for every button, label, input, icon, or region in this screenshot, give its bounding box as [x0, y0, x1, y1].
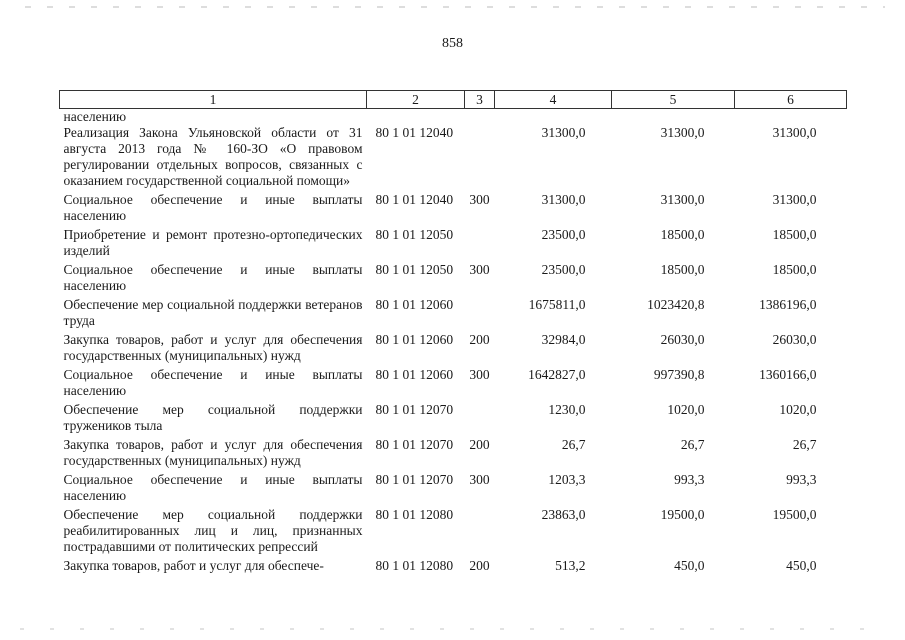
row-value-col4: 513,2 [555, 558, 586, 573]
row-code: 80 1 01 12070 [375, 437, 454, 452]
table-row [60, 558, 847, 577]
table-row [60, 192, 847, 227]
row-name: Закупка товаров, работ и услуг для обеспече- [63, 558, 324, 573]
row-value-col6: 31300,0 [772, 125, 817, 140]
row-code: 80 1 01 12080 [375, 507, 454, 522]
row-name: Закупка товаров, работ и услуг для обеспечения государственных (муниципальных) нужд [63, 332, 363, 363]
row-expense-type: 300 [469, 192, 490, 207]
row-name: Приобретение и ремонт протезно-ортопедических изделий [63, 227, 363, 258]
row-code: 80 1 01 12040 [375, 125, 454, 140]
row-value-col4: 1642827,0 [528, 367, 586, 382]
row-value-col6: 1386196,0 [759, 297, 817, 312]
table-row [60, 332, 847, 367]
row-value-col4: 1230,0 [548, 402, 586, 417]
row-value-col5: 26030,0 [660, 332, 705, 347]
row-value-col5: 31300,0 [660, 192, 705, 207]
row-name: Социальное обеспечение и иные выплаты населению [63, 472, 363, 503]
row-value-col4: 31300,0 [541, 125, 586, 140]
row-expense-type [465, 297, 495, 332]
row-code: 80 1 01 12040 [375, 192, 454, 207]
row-value-col4: 23863,0 [541, 507, 586, 522]
row-value-col4: 23500,0 [541, 227, 586, 242]
table-row [60, 437, 847, 472]
scan-artifact-top [25, 6, 885, 8]
row-name: Обеспечение мер социальной поддержки реабилитированных лиц и лиц, признанных пострадавшими от политических репрессий [63, 507, 363, 554]
row-code: 80 1 01 12070 [375, 402, 454, 417]
header-col-5: 5 [612, 91, 735, 109]
row-value-col6: 1360166,0 [759, 367, 817, 382]
row-value-col6: 19500,0 [772, 507, 817, 522]
row-expense-type: 200 [469, 558, 490, 573]
row-value-col5: 450,0 [674, 558, 705, 573]
row-expense-type: 300 [469, 472, 490, 487]
row-value-col6: 26030,0 [772, 332, 817, 347]
row-expense-type: 200 [469, 437, 490, 452]
row-value-col5: 997390,8 [653, 367, 705, 382]
table-row [60, 402, 847, 437]
row-value-col5: 18500,0 [660, 262, 705, 277]
scan-artifact-bottom [20, 628, 890, 630]
budget-table [59, 90, 847, 577]
row-value-col4: 1203,3 [548, 472, 586, 487]
table-header-row [60, 91, 847, 109]
row-value-col6: 31300,0 [772, 192, 817, 207]
row-code: 80 1 01 12050 [375, 227, 454, 242]
table-row [60, 472, 847, 507]
row-expense-type: 300 [469, 262, 490, 277]
header-col-4: 4 [495, 91, 612, 109]
table-row [60, 262, 847, 297]
row-value-col4: 23500,0 [541, 262, 586, 277]
row-expense-type: 300 [469, 367, 490, 382]
row-value-col5: 993,3 [674, 472, 705, 487]
row-name: Обеспечение мер социальной поддержки тружеников тыла [63, 402, 363, 433]
row-name: Социальное обеспечение и иные выплаты населению [63, 262, 363, 293]
row-value-col5: 1020,0 [667, 402, 705, 417]
row-name: Обеспечение мер социальной поддержки ветеранов труда [63, 297, 363, 328]
row-code: 80 1 01 12070 [375, 472, 454, 487]
header-col-3: 3 [465, 91, 495, 109]
table-row [60, 227, 847, 262]
table-row [60, 125, 847, 192]
row-value-col6: 26,7 [792, 437, 817, 452]
row-name: Социальное обеспечение и иные выплаты населению [63, 192, 363, 223]
row-value-col5: 19500,0 [660, 507, 705, 522]
table-row [60, 367, 847, 402]
row-name: Реализация Закона Ульяновской области от 31 августа 2013 года № 160-ЗО «О правовом регулировании отдельных вопросов, связанных с оказанием государственной социальной помощи» [63, 125, 363, 188]
row-expense-type [465, 402, 495, 437]
row-value-col4: 31300,0 [541, 192, 586, 207]
row-value-col5: 18500,0 [660, 227, 705, 242]
row-value-col6: 1020,0 [779, 402, 817, 417]
row-value-col6: 450,0 [786, 558, 817, 573]
row-code: 80 1 01 12050 [375, 262, 454, 277]
row-expense-type [465, 507, 495, 558]
row-value-col4: 26,7 [561, 437, 586, 452]
row-value-col5: 1023420,8 [647, 297, 705, 312]
row-code: 80 1 01 12060 [375, 297, 454, 312]
row-expense-type [465, 227, 495, 262]
row-value-col4: 1675811,0 [528, 297, 586, 312]
header-col-2: 2 [367, 91, 465, 109]
row-code: 80 1 01 12060 [375, 332, 454, 347]
header-col-6: 6 [735, 91, 847, 109]
table-row [60, 507, 847, 558]
row-name: Социальное обеспечение и иные выплаты населению [63, 367, 363, 398]
row-code: 80 1 01 12060 [375, 367, 454, 382]
row-expense-type: 200 [469, 332, 490, 347]
row-value-col5: 26,7 [680, 437, 705, 452]
page-number: 858 [442, 36, 463, 51]
row-value-col4: 32984,0 [541, 332, 586, 347]
row-code: 80 1 01 12080 [375, 558, 454, 573]
row-name: Закупка товаров, работ и услуг для обеспечения государственных (муниципальных) нужд [63, 437, 363, 468]
row-value-col6: 18500,0 [772, 262, 817, 277]
continuation-text: населению [63, 109, 127, 124]
row-expense-type [465, 125, 495, 192]
row-value-col5: 31300,0 [660, 125, 705, 140]
table-row [60, 297, 847, 332]
header-col-1: 1 [60, 91, 367, 109]
row-value-col6: 18500,0 [772, 227, 817, 242]
continuation-row [60, 109, 847, 126]
row-value-col6: 993,3 [786, 472, 817, 487]
